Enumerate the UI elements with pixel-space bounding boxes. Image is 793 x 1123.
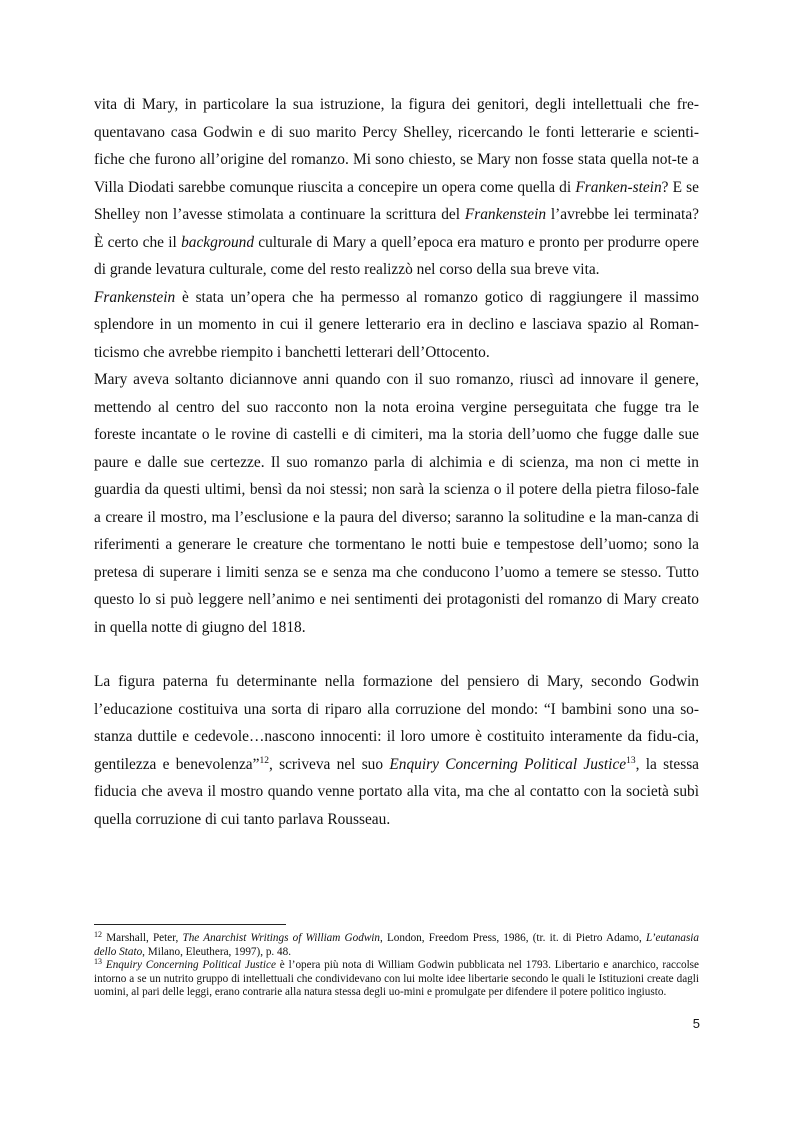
footnote-ref-12[interactable]: 12 <box>259 755 269 766</box>
paragraph-2: Frankenstein è stata un’opera che ha permesso al romanzo gotico di raggiungere il massimo splendore in un momento in cui il genere letterario era in declino e lasciava spazio al Roman-ticismo che avrebbe riempito i banchetti letterari dell’Ottocento. <box>94 288 699 361</box>
footnote-number: 12 <box>94 930 102 939</box>
italic-title: Franken-stein <box>575 178 662 196</box>
footnote-12: $^{12}$ Marshall, Peter, The Anarchist Writings of William Godwin, London, Freedom Press, 1986, (tr. it. di Pietro Adamo, L’eutanasia dello Stato, Milano, Eleuthera, 1997), p. 48. <box>94 930 700 958</box>
paragraph-4: La figura paterna fu determinante nella formazione del pensiero di Mary, secondo Godwin l’educazione costituiva una sorta di riparo alla corruzione del mondo: “I bambini sono una so-stanza duttile e cedevole…nascono innocenti: il loro umore è costituito interamente da fidu-cia, gentilezza e benevolenza”$^{12}$, scriveva nel suo Enquiry Concerning Political Justice$^{13}$, la stessa fiducia che aveva il mostro quando venne portato alla vita, ma che al contatto con la società subì quella corruzione di cui tanto parlava Rousseau. <box>94 673 700 828</box>
italic-title: Frankenstein <box>94 288 176 306</box>
paragraph-1: vita di Mary, in particolare la sua istruzione, la figura dei genitori, degli intellettuali che fre-quentavano casa Godwin e di suo marito Percy Shelley, ricercando le fonti letterarie e scienti-fiche che furono all’origine del romanzo. Mi sono chiesto, se Mary non fosse stata quella not-te a Villa Diodati sarebbe comunque riuscita a concepire un opera come quella di Franken-stein? E se Shelley non l’avesse stimolata a continuare la scrittura del Frankenstein l’avrebbe lei terminata? È certo che il background culturale di Mary a quell’epoca era maturo e pronto per produrre opere di grande levatura culturale, come del resto realizzò nel corso della sua breve vita. <box>94 96 700 278</box>
footnotes <box>94 932 699 1000</box>
paragraph-3: Mary aveva soltanto diciannove anni quando con il suo romanzo, riuscì ad innovare il genere, mettendo al centro del suo racconto non la nota eroina vergine perseguitata che fugge tra le foreste incantate o le rovine di castelli e di cimiteri, ma la storia dell’uomo che fugge dalle sue paure e dalle sue certezze. Il suo romanzo parla di alchimia e di scienza, ma non ci mette in guardia da questi ultimi, bensì da noi stessi; non sarà la scienza o il potere della pietra filoso-fale a creare il mostro, ma l’esclusione e la paura del diverso; saranno la solitudine e la man-canza di riferimenti a generare le creature che tormentano le notti buie e tempestose dell’uomo; sono la pretesa di superare i limiti senza se e senza ma che conducono l’uomo a temere se stesso. Tutto questo lo si può leggere nell’animo e nei sentimenti dei protagonisti del romanzo di Mary creato in quella notte di giugno del 1818. <box>94 371 699 636</box>
footnote-ref-13[interactable]: 13 <box>626 755 636 766</box>
italic-term: background <box>181 233 255 251</box>
footnote-separator <box>94 924 286 925</box>
body-text <box>94 91 699 833</box>
italic-title: Enquiry Concerning Political Justice <box>389 755 627 773</box>
footnote-number: 13 <box>94 957 102 967</box>
italic-title: Frankenstein <box>464 206 547 223</box>
footnote-13: $^{13}$ Enquiry Concerning Political Justice è l’opera più nota di William Godwin pubblicata nel 1793. Libertario e anarchico, raccolse intorno a se un nutrito gruppo di intellettuali che condividevano con lui molte idee libertarie secondo le quali le Istituzioni create dagli uomini, al pari delle leggi, erano contrarie alla natura stessa degli uo-mini e promulgate per difendere il potere politico ingiusto. <box>94 957 699 999</box>
page-number: 5 <box>692 1016 700 1031</box>
